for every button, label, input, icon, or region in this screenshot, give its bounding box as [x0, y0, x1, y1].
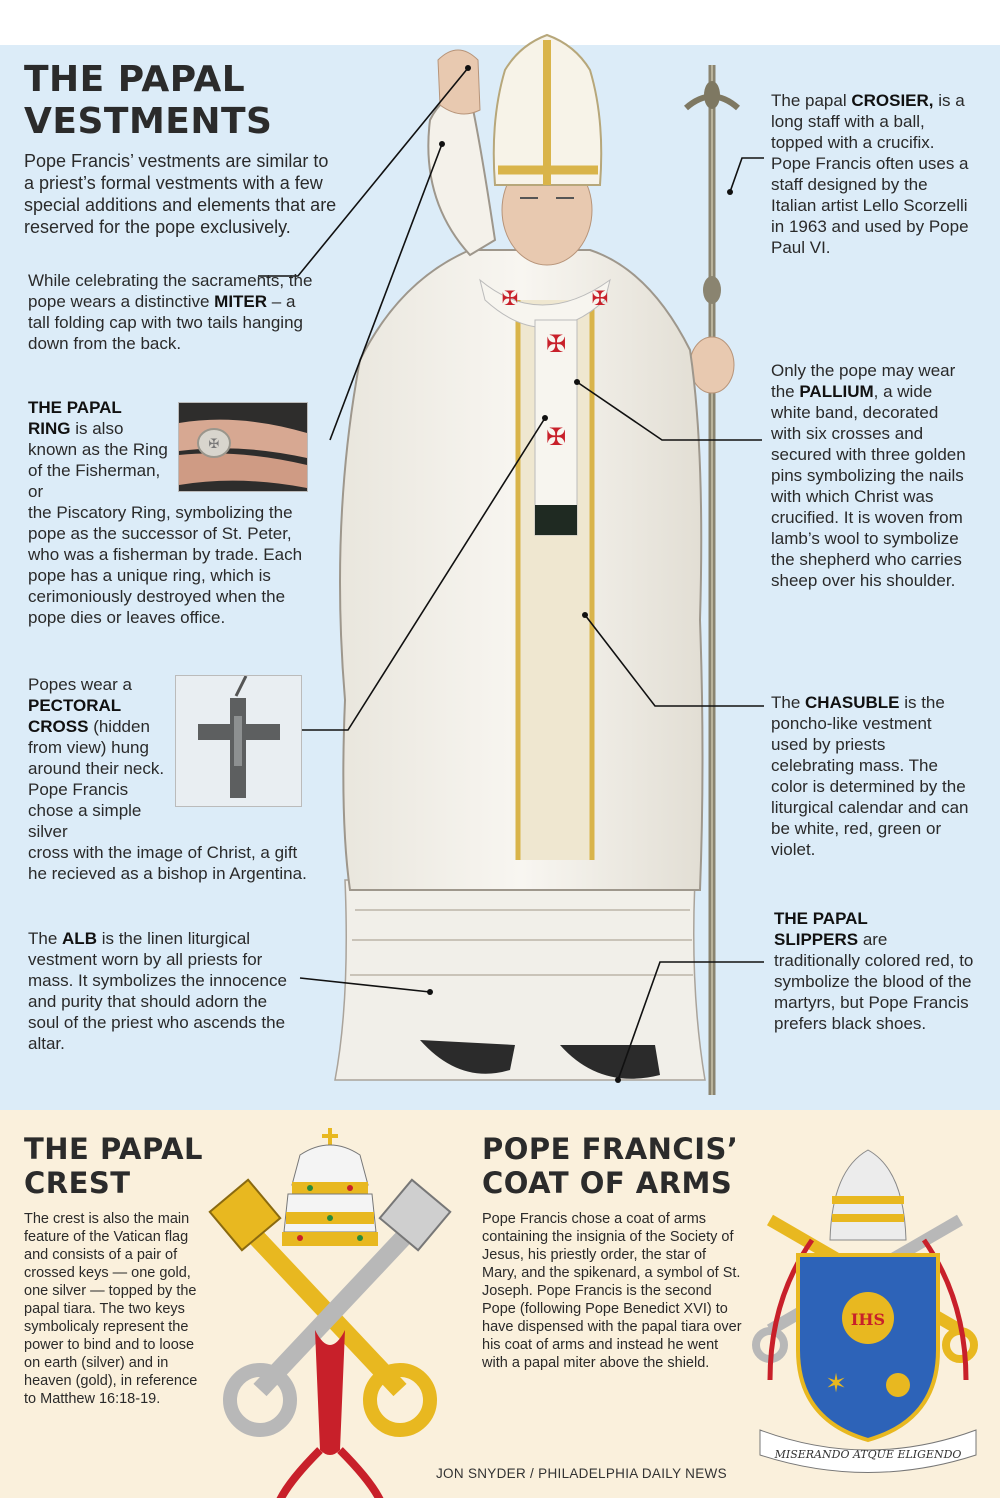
svg-text:✠: ✠	[591, 286, 609, 310]
crest-description: The crest is also the main feature of the Vatican flag and consists of a pair of crossed keys — one gold, one silver — topped by the papal tiara. The two keys symbolicaly represent the power to bind and to loose on earth (silver) and in heaven (gold), in reference to Matthew 16:18-19.	[24, 1211, 198, 1407]
star-icon: ✶	[825, 1369, 847, 1399]
crest-title: THE PAPAL CREST	[24, 1132, 204, 1200]
credit-line: JON SNYDER / PHILADELPHIA DAILY NEWS	[436, 1466, 727, 1481]
svg-text:✠: ✠	[545, 423, 567, 451]
chasuble-description: The CHASUBLE is the poncho-like vestment used by priests celebrating mass. The color is determined by the liturgical calendar and can be white, red, green or violet.	[771, 693, 969, 859]
vestments-intro: Pope Francis’ vestments are similar to a priest’s formal vestments with a few special additions and elements that are reserved for the pope exclusively.	[24, 151, 337, 237]
pallium-description: Only the pope may wear the PALLIUM, a wide white band, decorated with six crosses and secured with three golden pins symbolizing the nails with which Christ was crucified. It is woven from lamb’s wool to symbolize the shepherd who carries sheep over his shoulder.	[771, 361, 966, 590]
motto-text: MISERANDO ATQUE ELIGENDO	[774, 1448, 962, 1461]
miter-description: While celebrating the sacraments, the pope wears a distinctive MITER – a tall folding cap with two tails hanging down from the back.	[28, 271, 313, 353]
svg-text:✠: ✠	[545, 330, 567, 358]
ihs-monogram: IHS	[850, 1310, 886, 1329]
alb-description: The ALB is the linen liturgical vestment worn by all priests for mass. It symbolizes the innocence and purity that should adorn the soul of the priest who ascends the altar.	[28, 929, 287, 1053]
ring-description-cont: the Piscatory Ring, symbolizing the pope as the successor of St. Peter, who was a fisherman by trade. Each pope has a unique ring, which is cerimoniously destroyed when the pope dies or leaves office.	[28, 503, 303, 627]
svg-text:✠: ✠	[501, 286, 519, 310]
crosier-description: The papal CROSIER, is a long staff with a ball, topped with a crucifix. Pope Francis often uses a staff designed by the Italian artist Lello Scorzelli in 1963 and used by Pope Paul VI.	[771, 91, 969, 257]
coat-of-arms-description: Pope Francis chose a coat of arms containing the insignia of the Society of Jesus, his priestly order, the star of Mary, and the spikenard, a symbol of St. Joseph. Pope Francis is the second Pope (following Pope Benedict XVI) to have dispensed with the papal tiara over his coat of arms and instead he went with a papal miter above the shield.	[482, 1211, 742, 1371]
coat-of-arms-title: POPE FRANCIS’ COAT OF ARMS	[482, 1132, 739, 1200]
ring-description: THE PAPAL RING is also known as the Ring of the Fisherman, or	[28, 398, 168, 501]
pectoral-cross-description: Popes wear a PECTORAL CROSS (hidden from view) hung around their neck. Pope Francis chose a simple silver	[28, 675, 165, 841]
slippers-description: THE PAPAL SLIPPERS are traditionally colored red, to symbolize the blood of the martyrs, but Pope Francis prefers black shoes.	[774, 909, 974, 1033]
pectoral-cross-description-cont: cross with the image of Christ, a gift he recieved as a bishop in Argentina.	[28, 843, 307, 883]
svg-text:✠: ✠	[208, 437, 220, 452]
vestments-title: THE PAPAL VESTMENTS	[24, 59, 273, 142]
